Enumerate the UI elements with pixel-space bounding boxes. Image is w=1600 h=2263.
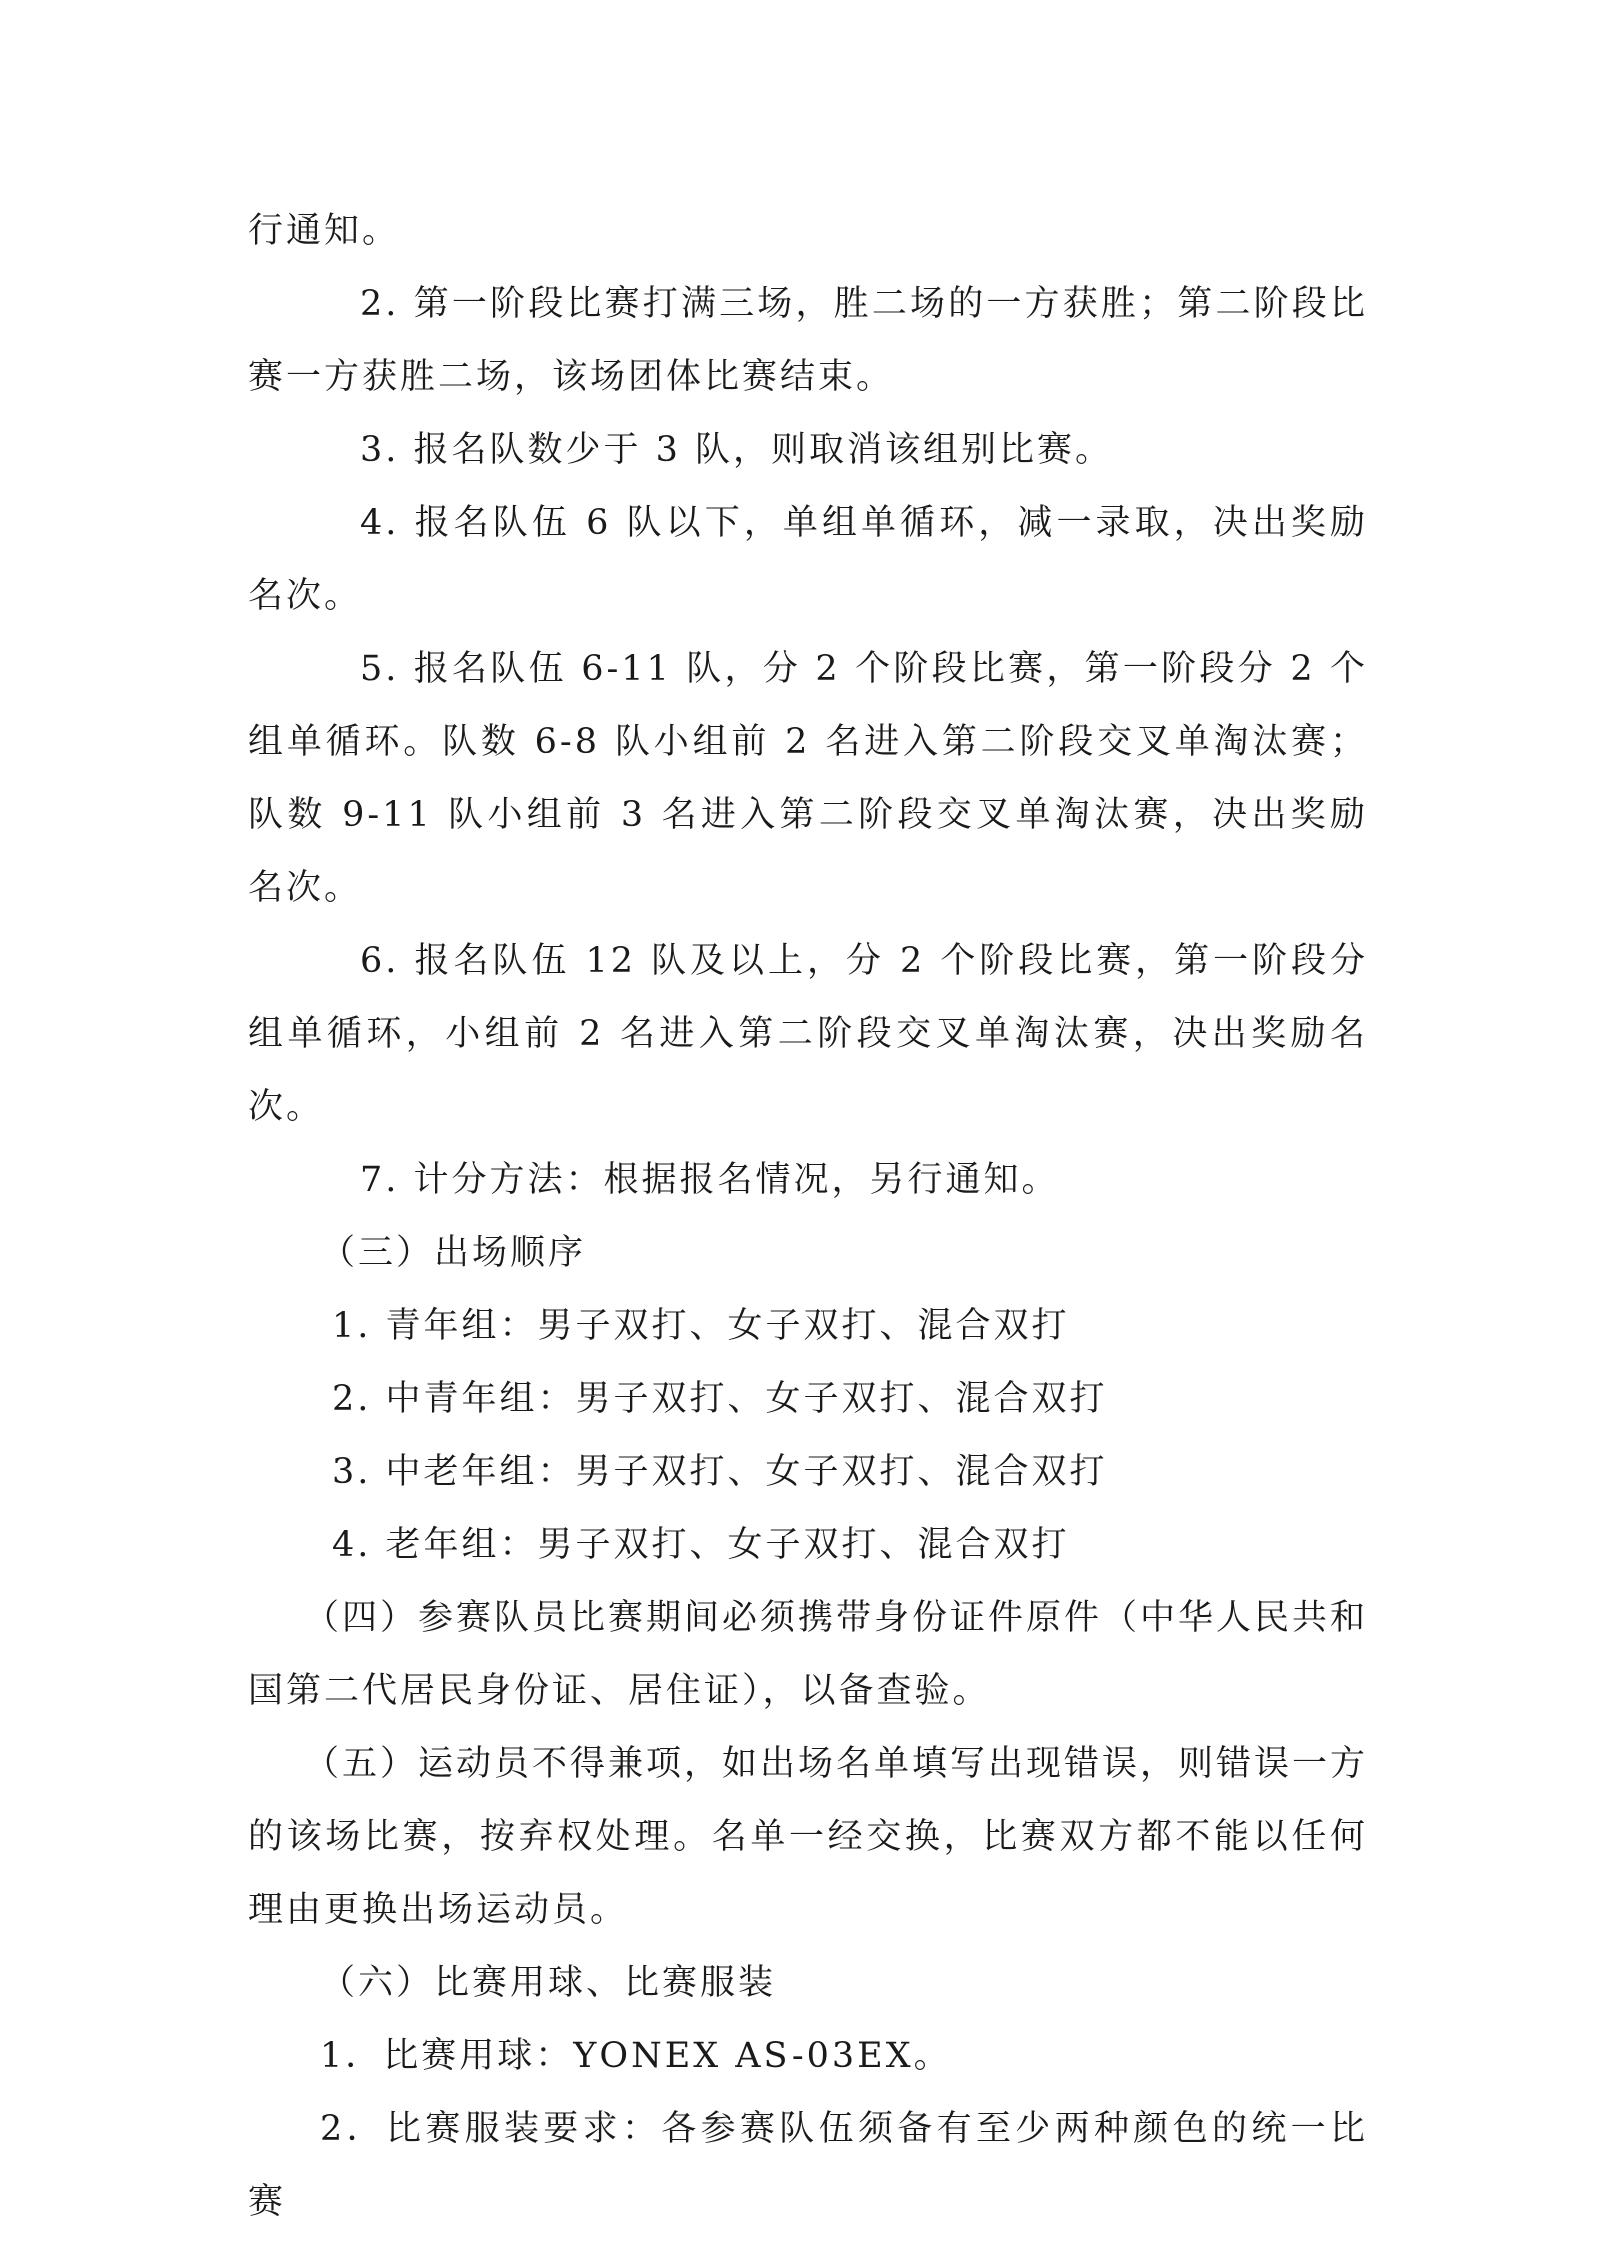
section-id-requirement: （四）参赛队员比赛期间必须携带身份证件原件（中华人民共和国第二代居民身份证、居住证），以备查验。	[248, 1598, 1369, 1711]
paragraph-rule-7: 7. 计分方法：根据报名情况，另行通知。	[360, 1160, 1060, 1200]
paragraph-rule-3: 3. 报名队数少于 3 队，则取消该组别比赛。	[360, 430, 1114, 470]
section-no-double-entry: （五）运动员不得兼项，如出场名单填写出现错误，则错误一方的该场比赛，按弃权处理。名单一经交换，比赛双方都不能以任何理由更换出场运动员。	[248, 1744, 1369, 1930]
item-ball: 1．比赛用球：YONEX AS-03EX。	[320, 2036, 952, 2076]
order-item-youth: 1. 青年组：男子双打、女子双打、混合双打	[332, 1306, 1070, 1346]
order-item-young-middle: 2. 中青年组：男子双打、女子双打、混合双打	[332, 1379, 1108, 1419]
order-item-senior: 4. 老年组：男子双打、女子双打、混合双打	[332, 1525, 1070, 1565]
paragraph-rule-2: 2. 第一阶段比赛打满三场，胜二场的一方获胜；第二阶段比赛一方获胜二场，该场团体比赛结束。	[248, 284, 1368, 397]
document-body	[248, 195, 1368, 2239]
section-heading-ball-uniform: （六）比赛用球、比赛服装	[320, 1963, 777, 2003]
paragraph-rule-5: 5. 报名队伍 6-11 队，分 2 个阶段比赛，第一阶段分 2 个组单循环。队数 6-8 队小组前 2 名进入第二阶段交叉单淘汰赛；队数 9-11 队小组前 3 名进入第二阶段交叉单淘汰赛，决出奖励名次。	[248, 649, 1368, 908]
paragraph-rule-6: 6. 报名队伍 12 队及以上，分 2 个阶段比赛，第一阶段分组单循环，小组前 2 名进入第二阶段交叉单淘汰赛，决出奖励名次。	[248, 941, 1368, 1127]
paragraph-continuation: 行通知。	[248, 211, 401, 251]
paragraph-rule-4: 4. 报名队伍 6 队以下，单组单循环，减一录取，决出奖励名次。	[248, 503, 1368, 616]
item-uniform: 2．比赛服装要求：各参赛队伍须备有至少两种颜色的统一比赛	[248, 2109, 1368, 2222]
order-item-middle-old: 3. 中老年组：男子双打、女子双打、混合双打	[332, 1452, 1108, 1492]
section-heading-order: （三）出场顺序	[320, 1233, 587, 1273]
